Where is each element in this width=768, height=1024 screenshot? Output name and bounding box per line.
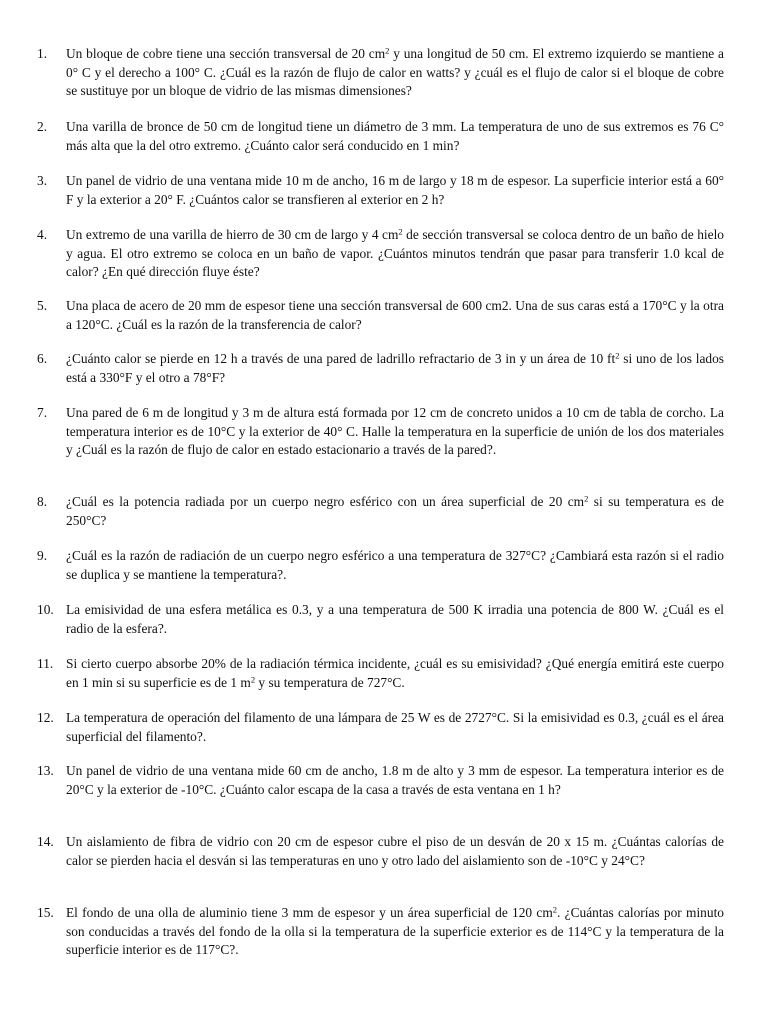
problem-text: ¿Cuál es la razón de radiación de un cuerpo negro esférico a una temperatura de 327°C? ¿Cambiará esta razón si el radio se duplica y se mantiene la temperatura?. [66,548,724,582]
problem-text: Un bloque de cobre tiene una sección transversal de 20 $cm^2$ y una longitud de 50 cm. El extremo izquierdo se mantiene a 0° C y el derecho a 100° C. ¿Cuál es la razón de flujo de calor en watts? y ¿cuál es el flujo de calor si el bloque de cobre se sustituye por un bloque de vidrio de las mismas dimensiones? [66,45,725,99]
problem-2 [37,118,724,155]
problem-7 [37,404,724,460]
problem-number: 12. [37,710,54,725]
problem-number: 9. [37,548,48,563]
problem-12 [37,709,724,746]
problem-number: 2. [37,119,48,134]
problem-3 [37,172,724,209]
problem-text: Un aislamiento de fibra de vidrio con 20 cm de espesor cubre el piso de un desván de 20 x 15 m. ¿Cuántas calorías de calor se pierden hacia el desván si las temperaturas en uno y otro lado del aislamiento son de -10°C y 24°C? [66,834,724,868]
problem-number: 11. [37,656,54,671]
problem-8 [37,493,725,530]
problem-number: 10. [37,602,54,617]
problem-number: 6. [37,351,48,366]
problem-4 [37,226,724,282]
problem-text: Una varilla de bronce de 50 cm de longitud tiene un diámetro de 3 mm. La temperatura de uno de sus extremos es 76 C° más alta que la del otro extremo. ¿Cuánto calor será conducido en 1 min? [66,119,724,153]
problem-text: La emisividad de una esfera metálica es 0.3, y a una temperatura de 500 K irradia una potencia de 800 W. ¿Cuál es el radio de la esfera?. [66,602,724,636]
problem-number: 8. [37,494,48,509]
problem-15 [37,904,724,960]
problem-number: 7. [37,405,48,420]
problem-number: 4. [37,227,48,242]
problem-text: Una pared de 6 m de longitud y 3 m de altura está formada por 12 cm de concreto unidos a 10 cm de tabla de corcho. La temperatura interior es de 10°C y la exterior de 40° C. Halle la temperatura en la superficie de unión de los dos materiales y ¿Cuál es la razón de flujo de calor en estado estacionario a través de la pared?. [66,405,724,458]
problem-number: 13. [37,763,54,778]
problem-text: ¿Cuánto calor se pierde en 12 h a través de una pared de ladrillo refractario de 3 in y un área de 10 $ft^2$ si uno de los lados está a 330°F y el otro a 78°F? [66,350,724,385]
problem-number: 1. [37,46,48,61]
problem-text: Un extremo de una varilla de hierro de 30 cm de largo y 4 $cm^2$ de sección transversal se coloca dentro de un baño de hielo y agua. El otro extremo se coloca en un baño de vapor. ¿Cuántos minutos tendrán que pasar para transferir 1.0 kcal de calor? ¿En qué dirección fluye éste? [66,226,724,280]
problem-text: ¿Cuál es la potencia radiada por un cuerpo negro esférico con un área superficial de 20 $cm^2$ si su temperatura es de 250°C? [66,493,725,528]
problem-text: Un panel de vidrio de una ventana mide 60 cm de ancho, 1.8 m de alto y 3 mm de espesor. La temperatura interior es de 20°C y la exterior de -10°C. ¿Cuánto calor escapa de la casa a través de esta ventana en 1 h? [66,763,724,797]
problem-number: 5. [37,298,48,313]
problem-text: Un panel de vidrio de una ventana mide 10 m de ancho, 16 m de largo y 18 m de espesor. La superficie interior está a 60° F y la exterior a 20° F. ¿Cuántos calor se transfieren al exterior en 2 h? [66,173,724,207]
problem-text: Si cierto cuerpo absorbe 20% de la radiación térmica incidente, ¿cuál es su emisividad? ¿Qué energía emitirá este cuerpo en 1 min si su superficie es de 1 $m^2$ y su temperatura de 727°C. [66,656,724,690]
problem-6 [37,350,724,387]
problem-text: La temperatura de operación del filamento de una lámpara de 25 W es de 2727°C. Si la emisividad es 0.3, ¿cuál es el área superficial del filamento?. [66,710,724,744]
problem-13 [37,762,724,799]
problem-number: 15. [37,905,54,920]
problem-9 [37,547,724,584]
problem-11 [37,655,724,692]
problem-1 [37,45,725,101]
problem-text: El fondo de una olla de aluminio tiene 3 mm de espesor y un área superficial de 120 $cm^2$. ¿Cuántas calorías por minuto son conducidas a través del fondo de la olla si la temperatura de la superficie exterior es de 114°C y la temperatura de la superficie interior es de 117°C?. [66,904,724,958]
problem-number: 3. [37,173,48,188]
problem-number: 14. [37,834,54,849]
problem-5 [37,297,724,334]
problem-14 [37,833,724,870]
problem-10 [37,601,724,638]
problem-text: Una placa de acero de 20 mm de espesor tiene una sección transversal de 600 cm2. Una de sus caras está a 170°C y la otra a 120°C. ¿Cuál es la razón de la transferencia de calor? [66,298,724,332]
